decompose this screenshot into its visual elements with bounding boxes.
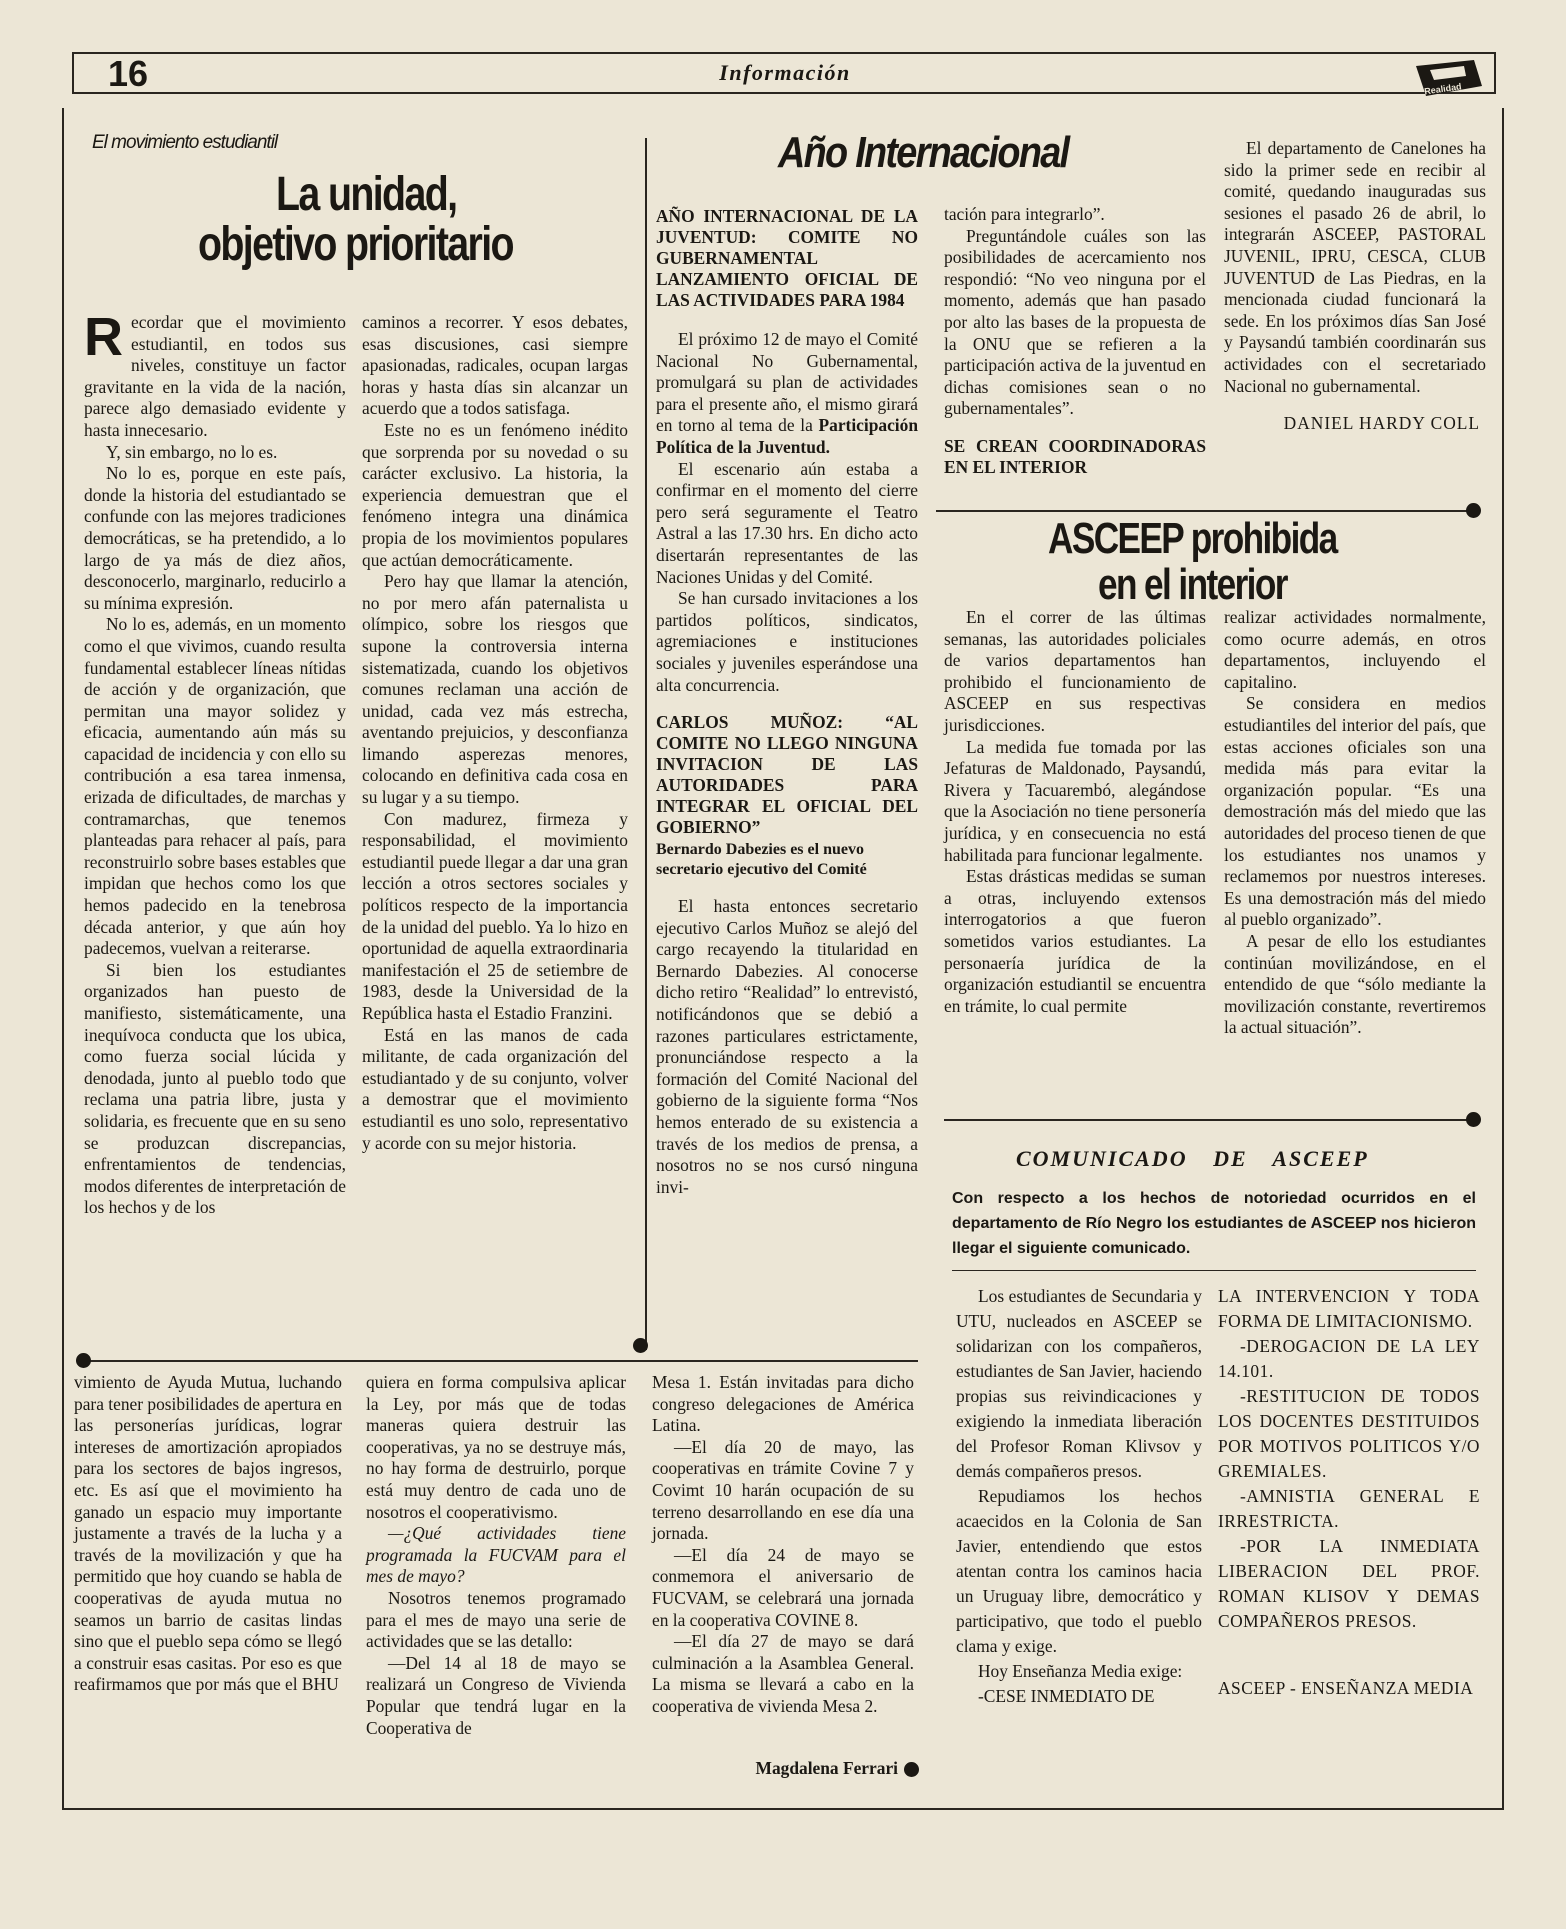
paragraph: Con madurez, firmeza y responsabilidad, el movimiento estudiantil puede llegar a dar una gran lección a otros sectores sociales y políticos respecto de la importancia de la unidad del pueblo. Ya lo hizo en oportunidad de aquella extraordinaria manifestación el 25 de setiembre de 1983, desde la Universidad de la República hasta el Estadio Franzini. (362, 808, 628, 1023)
paragraph: Los estudiantes de Secundaria y UTU, nucleados en ASCEEP se solidarizan con los compañeros, estudiantes de San Javier, haciendo propias sus reivindicaciones y exigiendo la inmediata liberación del Profesor Roman Klivsov y demás compañeros presos. (956, 1286, 1202, 1481)
paragraph: El escenario aún estaba a confirmar en el momento del cierre pero será seguramente el Teatro Astral a las 17.30 hrs. En dicho acto disertarán representantes de las Naciones Unidas y del Comité. (656, 458, 918, 587)
paragraph: Se considera en medios estudiantiles del interior del país, que estas acciones oficiales son una medida más para evitar la organización popular. “Es una demostración más del miedo que las autoridades del proceso tienen de que los estudiantes nos unamos y reclamemos por nuestros intereses. Es una demostración más del miedo al pueblo organizado”. (1224, 693, 1486, 930)
article2-column-1 (656, 206, 918, 1198)
paragraph: No lo es, además, en un momento como el que vivimos, cuando resulta fundamental establecer líneas nítidas de acción y de organización, que permitan una mayor solidez y eficacia, aumentando aún más su capacidad de incidencia y con ello su contribución a esa tarea inmensa, erizada de dificultades, de marchas y contramarchas, que tenemos planteadas para rehacer al país, para reconstruirlo sobre bases estables que impidan que hechos como los que hemos padecido en la tenebrosa década anterior, y que aún hoy padecemos, vuelvan a reiterarse. (84, 614, 346, 959)
article4-intro-rule (952, 1270, 1476, 1271)
article1-column-2 (362, 312, 628, 1154)
article4-intro: Con respecto a los hechos de notoriedad ocurridos en el departamento de Río Negro los estudiantes de ASCEEP nos hicieron llegar el siguiente comunicado. (952, 1190, 1476, 1257)
paragraph: Si bien los estudiantes organizados han puesto de manifiesto, sistemáticamente, una inequívoca conducta que los ubica, como fuerza social lúcida y denodada, junto al pueblo todo que reclama una patria libre, justa y solidaria, es frecuente que en su seno se produzcan discrepancias, enfrentamientos de tendencias, modos diferentes de interpretación de los hechos y de los (84, 959, 346, 1218)
bullet-dot (1466, 1112, 1481, 1127)
article5-column-2 (366, 1372, 626, 1739)
article2-subhead: AÑO INTERNACIONAL DE LA JUVENTUD: COMITE NO GUBERNAMENTAL LANZAMIENTO OFICIAL DE LAS ACTIVIDADES PARA 1984 (656, 206, 918, 310)
paragraph: —El día 24 de mayo se conmemora el aniversario de FUCVAM, se celebrará una jornada en la cooperativa COVINE 8. (652, 1544, 914, 1630)
paragraph: Preguntándole cuáles son las posibilidades de acercamiento nos respondió: “No veo ninguna por el momento, además que han pasado por alto las bases de la propuesta de la ONU que se refieren a la participación activa de la juventud en dichas comisiones sean o no gubernamentales”. (944, 225, 1206, 419)
svg-text:Realidad: Realidad (1423, 81, 1463, 97)
paragraph: El hasta entonces secretario ejecutivo Carlos Muñoz se alejó del cargo recayendo la titularidad en Bernardo Dabezies. Al conocerse dicho retiro “Realidad” lo entrevistó, notificándonos que se debió a razones particulares estrictamente, pronunciándose respecto a la formación del Comité Nacional del gobierno de la siguiente forma “Nos hemos enterado de su existencia a través de los medios de prensa, a nosotros no se nos cursó ninguna invi- (656, 896, 918, 1197)
article2-signature: DANIEL HARDY COLL (1283, 413, 1480, 434)
article3-title-line1: ASCEEP prohibida (1048, 514, 1337, 563)
article2-column-2 (944, 204, 1206, 478)
paragraph: Este no es un fenómeno inédito que sorprenda por su novedad o su carácter exclusivo. La historia, la experiencia demuestran que el fenómeno integra una dinámica propia de los movimientos populares que actúan democráticamente. (362, 419, 628, 570)
article4-signature: ASCEEP - ENSEÑANZA MEDIA (1218, 1678, 1474, 1698)
paragraph (656, 329, 918, 459)
article3-column-1 (944, 607, 1206, 1017)
article2-column-3 (1224, 138, 1486, 435)
realidad-logo-icon (1412, 58, 1488, 98)
bullet-dot (633, 1338, 648, 1353)
article1-title-line2: objetivo prioritario (198, 218, 513, 271)
paragraph: quiera en forma compulsiva aplicar la Ley, por más que de todas maneras quiera destruir las cooperativas, ya no se destruye más, no hay forma de destruirlo, porque está muy dentro de cada uno de nosotros el cooperativismo. (366, 1372, 626, 1522)
paragraph: —El día 20 de mayo, las cooperativas en trámite Covine 7 y Covimt 10 harán ocupación de su terreno desarrollando en ese día una jornada. (652, 1436, 914, 1544)
paragraph: Hoy Enseñanza Media exige: (978, 1661, 1183, 1681)
paragraph: Mesa 1. Están invitadas para dicho congreso delegaciones de América Latina. (652, 1372, 914, 1436)
paragraph: A pesar de ello los estudiantes continúan movilizándose, en el entendido de que “sólo mediante la movilización constante, revertiremos la actual situación”. (1224, 930, 1486, 1038)
realidad-logo (1412, 58, 1488, 98)
section-title: Información (719, 60, 851, 85)
article3-title-line2: en el interior (1098, 560, 1287, 609)
column-divider-main (645, 138, 647, 1350)
paragraph: —El día 27 de mayo se dará culminación a la Asamblea General. La misma se llevará a cabo en la cooperativa de vivienda Mesa 2. (652, 1631, 914, 1716)
paragraph: -POR LA INMEDIATA LIBERACION DEL PROF. ROMAN KLISOV Y DEMAS COMPAÑEROS PRESOS. (1218, 1536, 1480, 1631)
paragraph: tación para integrarlo”. (944, 204, 1105, 224)
article1-title-line1: La unidad, (276, 168, 457, 221)
paragraph: vimiento de Ayuda Mutua, luchando para tener posibilidades de apertura en las personerías jurídicas, lograr intereses de amortización apropiados para los sectores de bajos ingresos, etc. Es así que el movimiento ha ganado un espacio muy importante justamente a través de la lucha y a través de la movilización y que ha permitido que hoy cuando se habla de cooperativas de ayuda mutua no seamos un barrio de casitas lindas sino que el pueblo sepa cómo se llegó a construir esas casitas. Por eso es que reafirmamos que por más que el BHU (74, 1372, 342, 1695)
paragraph: No lo es, porque en este país, donde la historia del estudiantado se confunde con las mejores tradiciones democráticas, se ha pretendido, a lo largo de ya más de diez años, desconocerlo, marginarlo, reducirlo a su mínima expresión. (84, 463, 346, 613)
bullet-dot (1466, 503, 1481, 518)
drop-cap: R (84, 307, 123, 367)
article2-title: Año Internacional (778, 128, 1069, 177)
article2-subhead-2-byline: Bernardo Dabezies es el nuevo secretario ejecutivo del Comité (656, 841, 867, 879)
emphasis-text: Participación Política de la Juventud. (656, 415, 918, 457)
page-number: 16 (108, 53, 149, 94)
paragraph-text: El próximo 12 de mayo el Comité Nacional No Gubernamental, promulgará su plan de actividades para el presente año, el mismo girará en torno al tema de la (656, 329, 918, 436)
paragraph: -CESE INMEDIATO DE (978, 1686, 1155, 1706)
paragraph: -DEROGACION DE LA LEY 14.101. (1218, 1336, 1480, 1381)
bullet-dot (76, 1353, 91, 1368)
article5-signature: Magdalena Ferrari (755, 1758, 898, 1778)
paragraph: Pero hay que llamar la atención, no por mero afán paternalista u olímpico, sobre los riesgos que supone la controversia interna sistematizada, cuando los objetivos comunes reclaman una acción de unidad, cada vez más estrecha, aventando prejuicios, y desconfianza limando asperezas menores, colocando en definitiva cada cosa en su lugar y a su tiempo. (362, 571, 628, 808)
article5-column-1 (74, 1372, 342, 1696)
article2-subhead-3: SE CREAN COORDINADORAS EN EL INTERIOR (944, 435, 1206, 477)
article2-end-rule (936, 510, 1476, 512)
paragraph: caminos a recorrer. Y esos debates, esas discusiones, casi siempre apasionadas, radicales, ocupan largas horas y hasta días sin alcanzar un acuerdo que a todos satisfaga. (362, 312, 628, 419)
paragraph: -AMNISTIA GENERAL E IRRESTRICTA. (1218, 1486, 1480, 1531)
article4-title: COMUNICADO DE ASCEEP (1016, 1146, 1369, 1171)
article3-end-rule (944, 1119, 1470, 1121)
interview-question: —¿Qué actividades tiene programada la FUCVAM para el mes de mayo? (366, 1523, 626, 1587)
paragraph: El departamento de Canelones ha sido la primer sede en recibir al comité, quedando inauguradas sus sesiones el pasado 26 de abril, lo integrarán ASCEEP, PASTORAL JUVENIL, IPRU, CESCA, CLUB JUVENTUD de Las Piedras, en la mencionada ciudad funcionará la sede. En los próximos días San José y Paysandú también coordinarán sus actividades con el secretariado Nacional no gubernamental. (1224, 138, 1486, 396)
paragraph: Y, sin embargo, no lo es. (106, 441, 278, 462)
paragraph: LA INTERVENCION Y TODA FORMA DE LIMITACIONISMO. (1218, 1286, 1480, 1331)
paragraph: realizar actividades normalmente, como ocurre además, en otros departamentos, incluyendo el capitalino. (1224, 607, 1486, 692)
paragraph: Repudiamos los hechos acaecidos en la Colonia de San Javier, entendiendo que estos atentan contra los caminos hacia un Uruguay libre, democrático y participativo, que todo el pueblo clama y exige. (956, 1486, 1202, 1656)
paragraph: ecordar que el movimiento estudiantil, en todos sus niveles, constituye un factor gravitante en la vida de la nación, parece algo demasiado evidente y hasta innecesario. (84, 312, 346, 440)
paragraph: -RESTITUCION DE TODOS LOS DOCENTES DESTITUIDOS POR MOTIVOS POLITICOS Y/O GREMIALES. (1218, 1386, 1480, 1481)
article2-subhead-2: CARLOS MUÑOZ: “AL COMITE NO LLEGO NINGUNA INVITACION DE LAS AUTORIDADES PARA INTEGRAR EL OFICIAL DEL GOBIERNO” (656, 712, 918, 838)
article3-column-2 (1224, 607, 1486, 1039)
article5-column-3 (652, 1372, 914, 1718)
paragraph: Estas drásticas medidas se suman a otras, incluyendo extensos interrogatorios a que fueron sometidos varios estudiantes. La personaería jurídica de la organización estudiantil se encuentra en trámite, lo cual permite (944, 866, 1206, 1016)
article1-kicker: El movimiento estudiantil (92, 132, 278, 153)
paragraph: Nosotros tenemos programado para el mes de mayo una serie de actividades que se las detallo: (366, 1587, 626, 1652)
bottom-section-rule (82, 1360, 918, 1362)
article4-column-2 (1218, 1284, 1480, 1701)
paragraph: Se han cursado invitaciones a los partidos políticos, sindicatos, agremiaciones e instituciones sociales y juveniles esperándose una alta concurrencia. (656, 588, 918, 695)
article1-column-1 (84, 307, 346, 1219)
paragraph: En el correr de las últimas semanas, las autoridades policiales de varios departamentos han prohibido el funcionamiento de ASCEEP en sus respectivas jurisdicciones. (944, 607, 1206, 735)
bullet-dot (904, 1762, 919, 1777)
paragraph: —Del 14 al 18 de mayo se realizará un Congreso de Vivienda Popular que tendrá lugar en la Cooperativa de (366, 1652, 626, 1738)
article4-column-1 (956, 1284, 1202, 1709)
paragraph: La medida fue tomada por las Jefaturas de Maldonado, Paysandú, Rivera y Tacuarembó, alegándose que la Asociación no tiene personería jurídica, y en consecuencia no está habilitada para funcionar legalmente. (944, 736, 1206, 865)
paragraph: Está en las manos de cada militante, de cada organización del estudiantado y de su conjunto, volver a demostrar que el movimiento estudiantil es uno solo, representativo y acorde con su mejor historia. (362, 1024, 628, 1153)
